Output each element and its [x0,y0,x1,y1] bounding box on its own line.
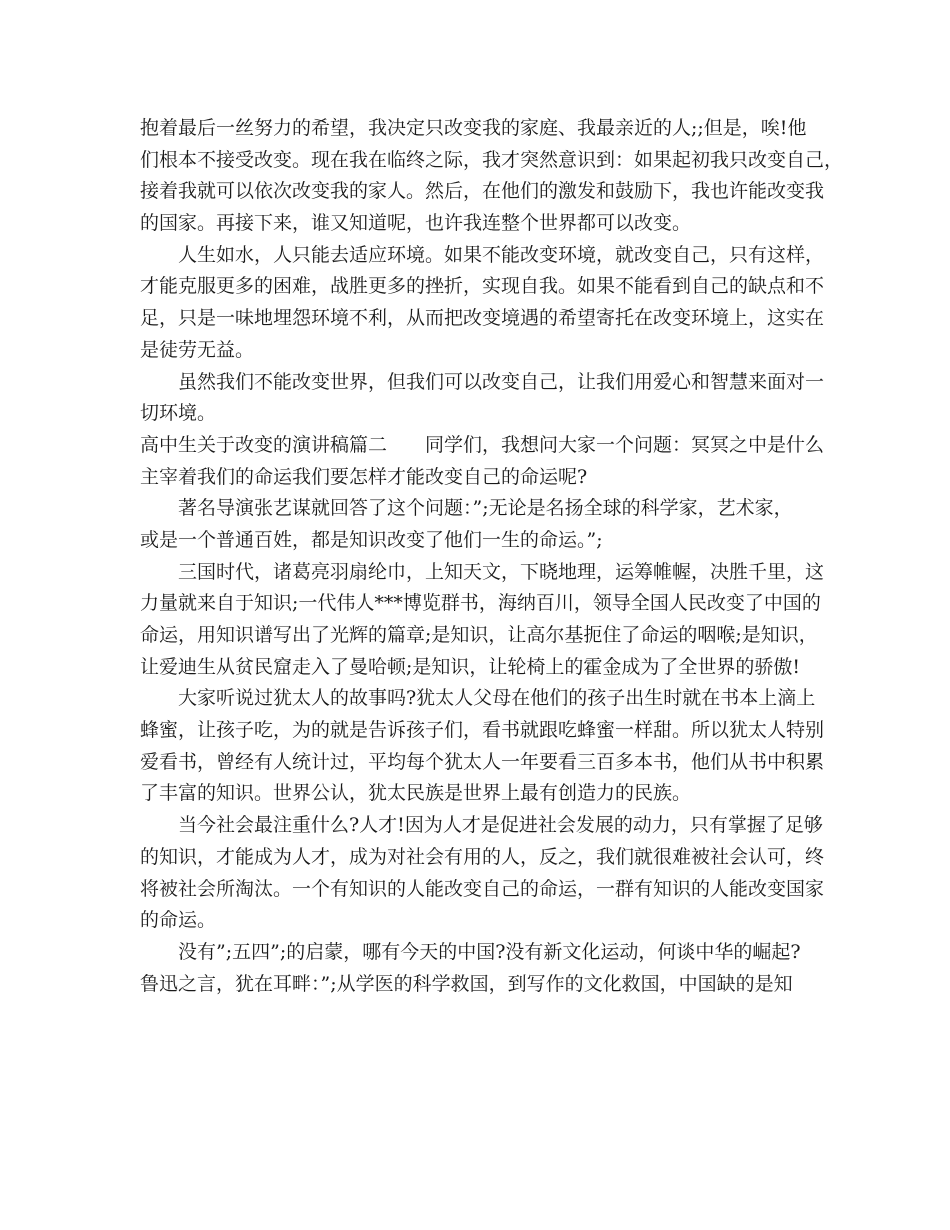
text-line: 抱着最后一丝努力的希望，我决定只改变我的家庭、我最亲近的人;;但是，唉!他 [140,117,807,139]
text-line: 让爱迪生从贫民窟走入了曼哈顿;是知识，让轮椅上的霍金成为了全世界的骄傲! [140,655,801,678]
text-line: 是徒劳无益。 [140,338,255,361]
text-line: 的知识，才能成为人才，成为对社会有用的人，反之，我们就很难被社会认可，终 [140,845,825,868]
text-line: 的国家。再接下来，谁又知道呢，也许我连整个世界都可以改变。 [140,212,692,235]
text-line: 蜂蜜，让孩子吃，为的就是告诉孩子们，看书就跟吃蜂蜜一样甜。所以犹太人特别 [140,719,825,742]
text-line: 将被社会所淘汰。一个有知识的人能改变自己的命运，一群有知识的人能改变国家 [140,877,825,900]
paragraph-first-line: 大家听说过犹太人的故事吗?犹太人父母在他们的孩子出生时就在书本上滴上 [178,687,816,710]
text-line: 接着我就可以依次改变我的家人。然后，在他们的激发和鼓励下，我也许能改变我 [140,180,825,203]
text-line: 才能克服更多的困难，战胜更多的挫折，实现自我。如果不能看到自己的缺点和不 [140,275,825,298]
text-line: 力量就来自于知识;一代伟人***博览群书，海纳百川，领导全国人民改变了中国的 [140,592,821,615]
text-line: 主宰着我们的命运我们要怎样才能改变自己的命运呢? [140,465,588,488]
text-line: 了丰富的知识。世界公认，犹太民族是世界上最有创造力的民族。 [140,782,692,805]
text-line: 切环境。 [140,402,217,425]
text-line: 命运，用知识谱写出了光辉的篇章;是知识，让高尔基扼住了命运的咽喉;是知识， [140,624,818,646]
text-line: 鲁迅之言，犹在耳畔：”;从学医的科学救国，到写作的文化救国，中国缺的是知 [140,972,793,995]
text-line: 们根本不接受改变。现在我在临终之际，我才突然意识到：如果起初我只改变自己， [140,148,844,171]
text-line: 或是一个普通百姓，都是知识改变了他们一生的命运。”; [140,528,603,551]
paragraph-first-line: 虽然我们不能改变世界，但我们可以改变自己，让我们用爱心和智慧来面对一 [178,370,825,393]
document-body [140,113,844,1000]
section-heading-line: 高中生关于改变的演讲稿篇二 同学们，我想问大家一个问题：冥冥之中是什么 [140,433,825,456]
paragraph-first-line: 当今社会最注重什么?人才!因为人才是促进社会发展的动力，只有掌握了足够 [178,814,823,837]
text-line: 足，只是一味地埋怨环境不利，从而把改变境遇的希望寄托在改变环境上，这实在 [140,307,825,330]
paragraph-first-line: 著名导演张艺谋就回答了这个问题：”;无论是名扬全球的科学家，艺术家， [178,497,793,520]
text-line: 爱看书，曾经有人统计过，平均每个犹太人一年要看三百多本书，他们从书中积累 [140,750,825,773]
paragraph-first-line: 没有”;五四”;的启蒙，哪有今天的中国?没有新文化运动，何谈中华的崛起? [178,940,801,963]
paragraph-first-line: 人生如水，人只能去适应环境。如果不能改变环境，就改变自己，只有这样， [178,243,825,266]
paragraph-first-line: 三国时代，诸葛亮羽扇纶巾，上知天文，下晓地理，运筹帷幄，决胜千里，这 [178,560,825,583]
text-line: 的命运。 [140,909,217,932]
